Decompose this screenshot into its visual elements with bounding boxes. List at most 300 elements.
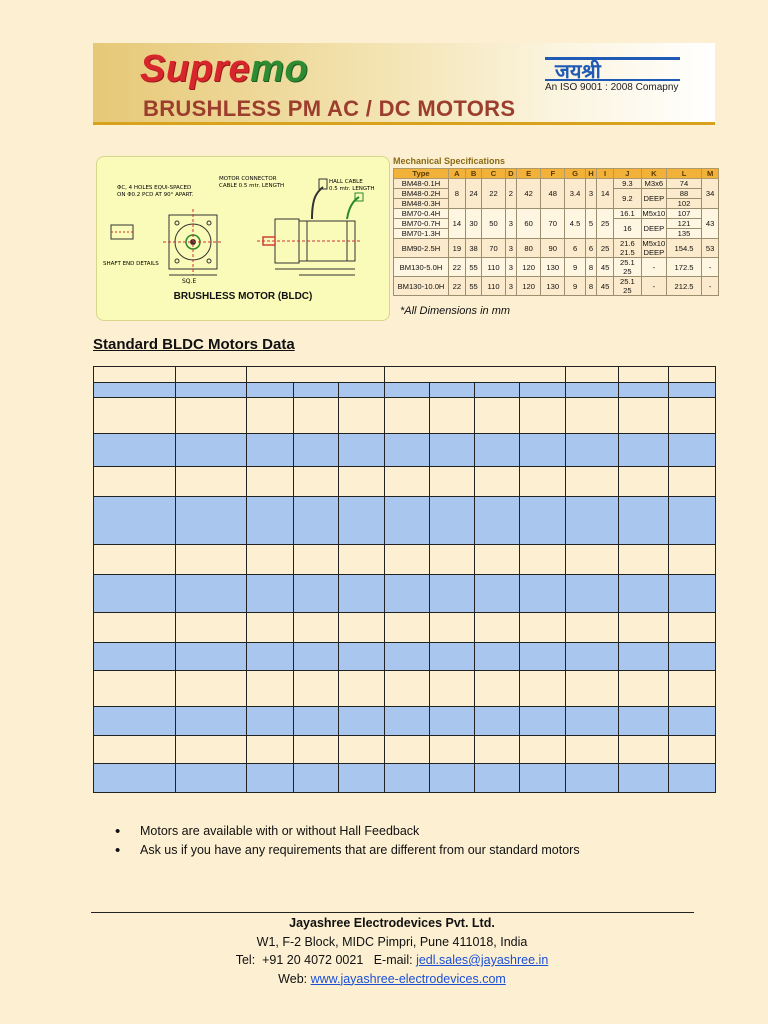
mech-cell-type: BM48-0.2H — [394, 189, 449, 199]
table-cell — [176, 497, 247, 545]
table-cell — [430, 613, 475, 643]
mech-col-e: E — [517, 169, 541, 179]
table-cell — [94, 545, 176, 575]
table-cell — [385, 736, 430, 764]
dimensions-note: *All Dimensions in mm — [400, 305, 511, 317]
table-cell — [94, 383, 176, 398]
label-cable1: CABLE 0.5 mtr. LENGTH — [219, 183, 285, 189]
table-header-row — [94, 367, 716, 383]
mech-cell: M3x6 — [641, 179, 666, 189]
table-cell — [475, 383, 520, 398]
mech-row — [394, 258, 719, 277]
table-row — [94, 398, 716, 434]
table-row — [94, 671, 716, 707]
table-row — [94, 764, 716, 793]
table-cell — [520, 764, 566, 793]
mech-cell: 120 — [517, 258, 541, 277]
table-cell — [669, 497, 716, 545]
table-cell — [176, 764, 247, 793]
mech-cell: 9 — [565, 258, 585, 277]
brand-logo: Supremo — [140, 48, 309, 90]
mech-spec-table — [393, 168, 719, 296]
section-title: Standard BLDC Motors Data — [93, 336, 295, 353]
mech-cell: - — [641, 277, 666, 296]
table-cell — [94, 643, 176, 671]
mech-cell: 4.5 — [565, 209, 585, 239]
table-cell — [566, 736, 619, 764]
table-cell — [339, 764, 385, 793]
mech-cell — [613, 277, 641, 296]
table-cell — [566, 367, 619, 383]
mech-cell — [641, 239, 666, 258]
table-cell — [176, 613, 247, 643]
table-cell — [339, 707, 385, 736]
table-row — [94, 575, 716, 613]
table-cell — [669, 467, 716, 497]
table-cell — [619, 434, 669, 467]
web-line — [0, 970, 768, 989]
mech-cell-type: BM130-10.0H — [394, 277, 449, 296]
label-cable2: 0.5 mtr. LENGTH — [329, 186, 375, 192]
mech-cell-line: 25 — [623, 286, 632, 295]
page-subtitle: BRUSHLESS PM AC / DC MOTORS — [143, 96, 516, 121]
table-cell — [430, 497, 475, 545]
table-cell — [475, 467, 520, 497]
mech-cell-line: 21.5 — [619, 248, 635, 257]
table-cell — [176, 575, 247, 613]
table-cell — [475, 497, 520, 545]
email-link[interactable]: jedl.sales@jayashree.in — [416, 953, 549, 967]
list-item: • Motors are available with or without Hall Feedback — [115, 823, 580, 842]
mech-cell: 42 — [517, 179, 541, 209]
label-hall-cable: HALL CABLE — [329, 179, 363, 185]
mech-cell: M5x10 — [642, 209, 666, 218]
mech-cell: 8 — [585, 258, 596, 277]
table-cell — [619, 613, 669, 643]
logo-wordmark: जयश्री — [555, 59, 601, 83]
table-cell — [520, 398, 566, 434]
mech-cell: 110 — [482, 258, 505, 277]
table-cell — [294, 707, 339, 736]
list-item: • Ask us if you have any requirements that are different from our standard motors — [115, 842, 580, 861]
table-cell — [247, 434, 294, 467]
table-cell — [294, 671, 339, 707]
table-cell — [94, 497, 176, 545]
table-cell — [619, 736, 669, 764]
mech-cell: 121 — [666, 219, 701, 229]
mech-cell: 3 — [505, 258, 516, 277]
mech-cell: 60 — [517, 209, 541, 239]
table-cell — [339, 736, 385, 764]
table-cell — [385, 367, 566, 383]
mech-cell-line: DEEP — [643, 248, 665, 257]
mech-cell: 9.3 — [613, 179, 641, 189]
table-cell — [247, 575, 294, 613]
iso-text: An ISO 9001 : 2008 Comapny — [545, 82, 679, 93]
mech-col-h: H — [585, 169, 596, 179]
table-cell — [339, 613, 385, 643]
web-label: Web: — [278, 971, 311, 986]
table-cell — [669, 398, 716, 434]
table-cell — [339, 467, 385, 497]
table-cell — [520, 383, 566, 398]
mech-cell: 9.2 — [613, 189, 641, 209]
table-cell — [566, 545, 619, 575]
mech-cell: 25 — [597, 239, 614, 258]
table-row — [94, 434, 716, 467]
table-cell — [176, 398, 247, 434]
table-cell — [176, 707, 247, 736]
mech-col-l: L — [666, 169, 701, 179]
mech-header-row — [394, 169, 719, 179]
table-cell — [475, 764, 520, 793]
mech-col-d: D — [505, 169, 516, 179]
mech-cell: 3.4 — [565, 179, 585, 209]
mech-col-k: K — [641, 169, 666, 179]
table-cell — [247, 707, 294, 736]
table-cell — [566, 398, 619, 434]
table-cell — [294, 736, 339, 764]
mech-cell: 70 — [482, 239, 505, 258]
table-cell — [247, 613, 294, 643]
drawing-caption: BRUSHLESS MOTOR (BLDC) — [173, 291, 313, 302]
table-cell — [385, 434, 430, 467]
table-cell — [430, 764, 475, 793]
table-cell — [294, 434, 339, 467]
mech-cell: 3 — [505, 277, 516, 296]
label-pcd: ON Φ0.2 PCD AT 90° APART. — [117, 192, 194, 198]
mech-cell: 212.5 — [666, 277, 701, 296]
table-cell — [430, 434, 475, 467]
website-link[interactable]: www.jayashree-electrodevices.com — [310, 971, 506, 986]
table-cell — [385, 764, 430, 793]
mech-cell: 2 — [505, 179, 516, 209]
mech-cell-type: BM130-5.0H — [394, 258, 449, 277]
label-sq: SQ.E — [182, 278, 197, 285]
motor-drawing — [96, 156, 390, 321]
mech-cell: 14 — [449, 209, 466, 239]
mech-cell: 154.5 — [666, 239, 701, 258]
table-cell — [94, 764, 176, 793]
table-cell — [430, 383, 475, 398]
mech-col-g: G — [565, 169, 585, 179]
mech-cell: 43 — [702, 209, 719, 239]
mech-cell: DEEP — [641, 219, 666, 239]
table-cell — [475, 434, 520, 467]
table-cell — [619, 671, 669, 707]
table-cell — [294, 643, 339, 671]
mech-cell: 172.5 — [666, 258, 701, 277]
mech-cell: 80 — [517, 239, 541, 258]
table-cell — [475, 398, 520, 434]
table-cell — [566, 497, 619, 545]
table-cell — [566, 383, 619, 398]
mech-col-type: Type — [394, 169, 449, 179]
mech-cell-type: BM48-0.1H — [394, 179, 449, 189]
table-cell — [669, 613, 716, 643]
table-row — [94, 497, 716, 545]
mech-cell: 102 — [666, 199, 701, 209]
table-cell — [619, 367, 669, 383]
table-cell — [430, 575, 475, 613]
table-cell — [520, 707, 566, 736]
table-cell — [176, 671, 247, 707]
mech-cell: 55 — [465, 277, 482, 296]
table-cell — [94, 613, 176, 643]
table-cell — [294, 398, 339, 434]
mech-cell: 70 — [541, 209, 565, 239]
table-cell — [247, 736, 294, 764]
mech-col-c: C — [482, 169, 505, 179]
table-cell — [430, 736, 475, 764]
table-cell — [475, 643, 520, 671]
table-cell — [430, 467, 475, 497]
table-cell — [94, 707, 176, 736]
mech-cell: 5 — [585, 209, 596, 239]
mech-cell: 130 — [541, 258, 565, 277]
table-cell — [94, 434, 176, 467]
mech-cell: 19 — [449, 239, 466, 258]
mech-cell: 9 — [565, 277, 585, 296]
header-rule — [93, 122, 715, 125]
mech-cell: 110 — [482, 277, 505, 296]
table-cell — [619, 398, 669, 434]
mech-cell: 50 — [482, 209, 505, 239]
table-cell — [176, 545, 247, 575]
table-cell — [94, 467, 176, 497]
mech-col-i: I — [597, 169, 614, 179]
notes-list — [115, 823, 580, 861]
mech-cell: 22 — [449, 258, 466, 277]
table-cell — [619, 497, 669, 545]
table-cell — [669, 434, 716, 467]
table-row — [94, 736, 716, 764]
mech-cell: - — [641, 258, 666, 277]
table-subheader-row — [94, 383, 716, 398]
table-cell — [339, 575, 385, 613]
table-cell — [430, 707, 475, 736]
table-cell — [94, 575, 176, 613]
tel-label: Tel: +91 20 4072 0021 E-mail: — [235, 953, 417, 967]
contact-line — [0, 951, 768, 970]
mech-cell: 53 — [702, 239, 719, 258]
table-cell — [669, 671, 716, 707]
table-cell — [247, 367, 385, 383]
table-cell — [669, 643, 716, 671]
table-cell — [669, 736, 716, 764]
table-cell — [247, 643, 294, 671]
mech-spec-title: Mechanical Specifications — [393, 156, 506, 166]
table-cell — [94, 736, 176, 764]
table-cell — [294, 497, 339, 545]
mech-cell: 45 — [597, 258, 614, 277]
table-cell — [176, 367, 247, 383]
mech-cell: 8 — [585, 277, 596, 296]
table-cell — [385, 545, 430, 575]
mech-cell-line: 25 — [623, 267, 632, 276]
table-cell — [430, 671, 475, 707]
table-row — [94, 643, 716, 671]
table-cell — [294, 613, 339, 643]
table-cell — [669, 575, 716, 613]
table-cell — [294, 383, 339, 398]
mech-cell: 45 — [597, 277, 614, 296]
table-cell — [520, 497, 566, 545]
table-row — [94, 707, 716, 736]
table-row — [94, 467, 716, 497]
footer — [0, 914, 768, 988]
brand-logo-tail: mo — [250, 48, 309, 90]
table-cell — [385, 643, 430, 671]
mech-cell: 30 — [465, 209, 482, 239]
table-cell — [520, 643, 566, 671]
table-cell — [385, 398, 430, 434]
mech-row — [394, 239, 719, 258]
mech-cell-type: BM70-1.3H — [394, 229, 449, 239]
table-cell — [385, 497, 430, 545]
table-row — [94, 613, 716, 643]
table-cell — [339, 383, 385, 398]
mech-col-b: B — [465, 169, 482, 179]
table-cell — [669, 764, 716, 793]
table-cell — [475, 736, 520, 764]
mech-cell-type: BM70-0.4H — [394, 209, 449, 219]
mech-cell: 3 — [505, 239, 516, 258]
table-cell — [385, 707, 430, 736]
table-cell — [176, 643, 247, 671]
table-cell — [294, 575, 339, 613]
mech-cell: 3 — [585, 179, 596, 209]
table-cell — [475, 613, 520, 643]
table-cell — [669, 383, 716, 398]
table-cell — [385, 575, 430, 613]
table-cell — [176, 383, 247, 398]
table-cell — [94, 367, 176, 383]
table-cell — [339, 671, 385, 707]
mech-cell: 3 — [505, 209, 516, 239]
bldc-data-table — [93, 366, 716, 793]
mech-cell: 22 — [449, 277, 466, 296]
table-cell — [619, 383, 669, 398]
mech-cell: 88 — [666, 189, 701, 199]
table-cell — [385, 671, 430, 707]
mech-cell: 24 — [465, 179, 482, 209]
table-cell — [247, 497, 294, 545]
table-cell — [566, 575, 619, 613]
table-cell — [339, 545, 385, 575]
mech-col-f: F — [541, 169, 565, 179]
mech-row — [394, 179, 719, 189]
label-motor-connector: MOTOR CONNECTOR — [219, 176, 277, 182]
table-cell — [619, 643, 669, 671]
table-cell — [566, 613, 619, 643]
mech-cell: 16.1 — [613, 209, 641, 219]
table-cell — [176, 467, 247, 497]
table-cell — [385, 383, 430, 398]
table-cell — [294, 764, 339, 793]
mech-cell: 48 — [541, 179, 565, 209]
company-name: Jayashree Electrodevices Pvt. Ltd. — [289, 916, 495, 930]
mech-cell: - — [702, 277, 719, 296]
table-cell — [247, 398, 294, 434]
mech-cell: 55 — [465, 258, 482, 277]
footer-rule — [91, 912, 694, 913]
mech-cell: 90 — [541, 239, 565, 258]
table-cell — [669, 707, 716, 736]
mech-cell-line: 21.6 — [619, 239, 635, 248]
mech-cell: 16 — [613, 219, 641, 239]
table-cell — [566, 467, 619, 497]
table-cell — [339, 643, 385, 671]
table-cell — [566, 764, 619, 793]
mech-cell: 8 — [449, 179, 466, 209]
mech-cell: DEEP — [641, 189, 666, 209]
table-cell — [520, 545, 566, 575]
mech-cell: 130 — [541, 277, 565, 296]
mech-cell-line: 25.1 — [619, 258, 635, 267]
mech-col-j: J — [613, 169, 641, 179]
table-cell — [339, 497, 385, 545]
mech-cell — [613, 239, 641, 258]
table-cell — [247, 467, 294, 497]
mech-cell-type: BM70-0.7H — [394, 219, 449, 229]
table-cell — [475, 575, 520, 613]
table-cell — [520, 736, 566, 764]
mech-cell: 38 — [465, 239, 482, 258]
table-cell — [669, 545, 716, 575]
mech-cell: 107 — [666, 209, 701, 219]
table-cell — [247, 545, 294, 575]
mech-cell: - — [702, 258, 719, 277]
mech-cell: 25 — [597, 209, 614, 239]
table-cell — [520, 434, 566, 467]
table-cell — [566, 643, 619, 671]
table-cell — [669, 367, 716, 383]
mech-cell: 22 — [482, 179, 505, 209]
table-cell — [94, 398, 176, 434]
table-cell — [566, 671, 619, 707]
table-cell — [619, 707, 669, 736]
mech-cell — [613, 258, 641, 277]
label-shaft: SHAFT END DETAILS — [103, 261, 159, 267]
table-cell — [619, 575, 669, 613]
mech-cell-line: M5x10 — [642, 239, 666, 248]
table-cell — [339, 398, 385, 434]
table-cell — [520, 671, 566, 707]
table-cell — [385, 613, 430, 643]
table-cell — [475, 671, 520, 707]
table-cell — [430, 398, 475, 434]
company-address: W1, F-2 Block, MIDC Pimpri, Pune 411018, India — [256, 934, 528, 949]
mech-col-m: M — [702, 169, 719, 179]
table-cell — [247, 671, 294, 707]
mech-cell: 34 — [702, 179, 719, 209]
table-cell — [294, 545, 339, 575]
table-cell — [94, 671, 176, 707]
table-cell — [430, 643, 475, 671]
table-cell — [294, 467, 339, 497]
mech-cell: 135 — [666, 229, 701, 239]
mech-cell: 14 — [597, 179, 614, 209]
mech-cell-line: 25.1 — [619, 277, 635, 286]
table-row — [94, 545, 716, 575]
table-cell — [475, 545, 520, 575]
mech-col-a: A — [449, 169, 466, 179]
table-cell — [566, 434, 619, 467]
table-cell — [430, 545, 475, 575]
table-cell — [619, 764, 669, 793]
table-cell — [247, 383, 294, 398]
